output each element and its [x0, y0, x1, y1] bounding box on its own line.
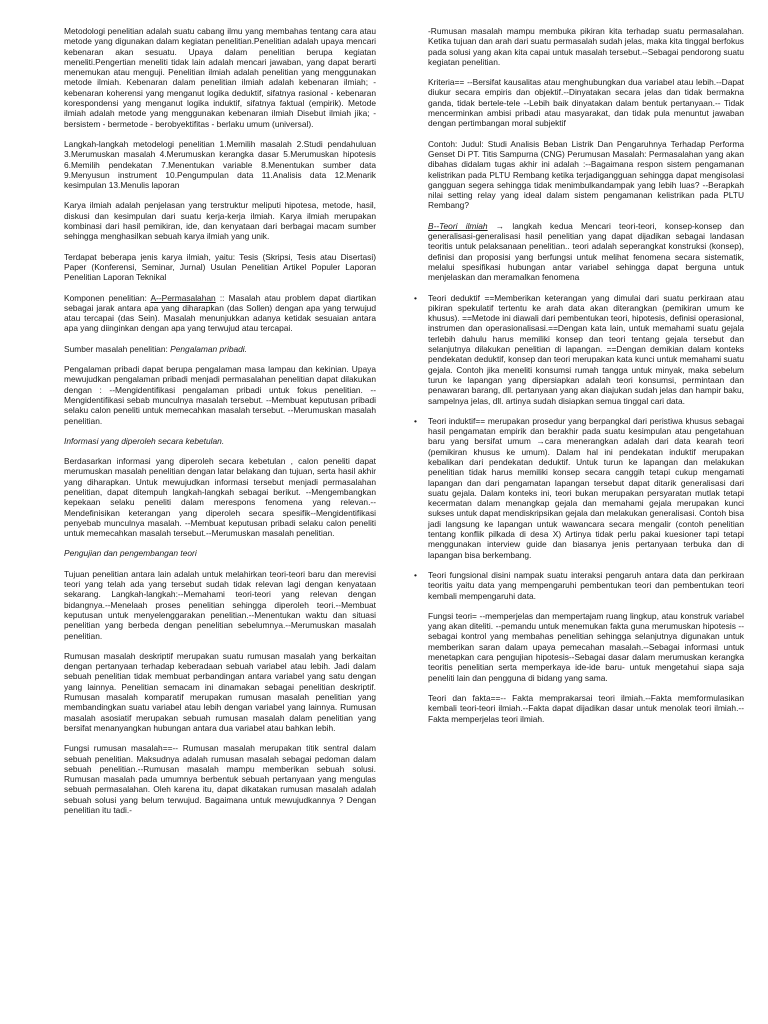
paragraph-pengalaman: Pengalaman pribadi dapat berupa pengalaman masa lampau dan kekinian. Upaya mewujudkan pengalaman pribadi menjadi permasalahan penelitian dapat dilakukan dengan : --Mengidentifikasi pengalaman pribadi untuk fokus penelitian. --Mengidentifikasi sebab munculnya masalah tersebut. --Membuat keputusan pribadi selaku calon peneliti untuk memecahkan masalah tersebut. --Merumuskan masalah penelitian. [64, 364, 376, 426]
paragraph-sumber-masalah [64, 344, 376, 354]
teori-ilmiah-heading: B--Teori ilmiah [428, 220, 488, 231]
sumber-label: Sumber masalah penelitian: [64, 343, 171, 354]
sumber-pengalaman: Pengalaman pribadi. [170, 343, 247, 354]
paragraph-kriteria: Kriteria== --Bersifat kausalitas atau menghubungkan dua variabel atau lebih.--Dapat diukur secara empiris dan objektif.--Dinyatakan secara jelas dan tidak bermakna ganda, tidak bertele-tele --Lebih baik dinyatakan dalam bentuk pertanyaan.-- Tidak mencerminkan ambisi pribadi atau masyarakat, dan tidak pula menuntut jawaban dengan pertimbangan moral subjektif [428, 77, 744, 129]
komponen-label: Komponen penelitian: [64, 292, 151, 303]
heading-pengujian: Pengujian dan pengembangan teori [64, 548, 197, 559]
heading-informasi: Informasi yang diperoleh secara kebetulan. [64, 435, 225, 446]
list-item-teori-fungsional: • Teori fungsional disini nampak suatu interaksi pengaruh antara data dan perkiraan teoritis yaitu data yang mempengaruhi pembentukan teori dan pembentukan teori kembali mempengaruhi data. [414, 569, 744, 601]
paragraph-contoh: Contoh: Judul: Studi Analisis Beban Listrik Dan Pengaruhnya Terhadap Performa Genset Di PT. Titis Sampurna (CNG) Perumusan Masalah: Permasalahan yang akan dibahas didalam tugas akhir ini adalah :--Bagaimana respon sistem pengamanan kelistrikan pada PLTU Rembang ketika terjadigangguan sehingga dapat mengisolasi gangguan segera sehingga tidak menimbulkandampak yang lebih luas? --Berapkah nilai setting relay yang ideal dalam sistem pengamanan kelistrikan pada PLTU Rembang? [428, 138, 744, 211]
left-column [64, 26, 376, 825]
bullet-icon: • [414, 569, 417, 580]
paragraph-jenis-karya: Terdapat beberapa jenis karya ilmiah, yaitu: Tesis (Skripsi, Tesis atau Disertasi) Paper (Konferensi, Seminar, Jurnal) Usulan Penelitian Artikel Populer Laporan Penelitian Laporan Teknikal [64, 251, 376, 283]
paragraph-komponen-penelitian [64, 293, 376, 334]
paragraph-fungsi-teori: Fungsi teori= --memperjelas dan mempertajam ruang lingkup, atau konstruk variabel yang akan diteliti. --pemandu untuk menemukan fakta guna merumuskan hipotesis --sebagai kontrol yang membahas penelitian sehingga selanjutnya digunakan untuk memberikan saran dalam upaya pemecahan masalah.--Sebagai informasi untuk menetapkan cara pengujian hipotesis--Sebagai dasar dalam merumuskan kerangka teoritis penelitian serta memperkaya ide-ide baru- untuk mengetahui siapa saja peneliti lain dan pengguna di bidang yang sama. [428, 610, 744, 683]
paragraph-metodologi: Metodologi penelitian adalah suatu cabang ilmu yang membahas tentang cara atau metode yang digunakan dalam kegiatan penelitian.Penelitian adalah upaya mencari kebenaran akan sesuatu. Upaya dalam penelitian berupa kegiatan meneliti.Pengertian meneliti tidak lain adalah mencari jawaban, yang dapat berarti menemukan atau menguji. Penelitian ilmiah adalah penelitian yang menggunakan metode ilmiah. Kebenaran dalam penelitian ilmiah adalah kebenaran ilmiah; - kebenaran koherensi yang menganut logika deduktif, sifatnya rasional - kebenaran korespondensi yang menganut logika induktif, sifatnya faktual (empirik). Metode ilmiah adalah metode yang menggunakan kebenaran ilmiah Disebut ilmiah jika; - bersistem - bermetode - berobyektifitas - berlaku umum (universal). [64, 26, 376, 129]
paragraph-informasi: Berdasarkan informasi yang diperoleh secara kebetulan , calon peneliti dapat merumuskan masalah penelitian dengan latar belakang dan tujuan, serta hasil akhir yang diharapkan. Untuk mewujudkan informasi tersebut menjadi permasalahan penelitian, dapat ditempuh langkah-langkah sebagai berikut. --Mengembangkan kepekaan selaku peneliti dalam merespons fenomena yang relevan.--Mendefinisikan keterangan yang diperoleh secara spesifik--Mengidentifikasi penyebab munculnya masalah. --Membuat keputusan pribadi selaku calon peneliti untuk memecahkan masalah tersebut.--Merumuskan masalah penelitian. [64, 456, 376, 539]
paragraph-rumusan-deskriptif: Rumusan masalah deskriptif merupakan suatu rumusan masalah yang berkaitan dengan pertanyaan terhadap keberadaan sebuah variabel atau lebih. Jadi dalam sebuah penelitian tidak membuat perbandingan antara variabel yang satu dengan yang lainnya. Penelitian semacam ini dinamakan sebagai penelitian deskriptif. Rumusan masalah komparatif merupakan rumusan masalah penelitian yang membandingkan suatu variabel atau lebih dengan variabel yang lainnya. Rumusan masalah asosiatif merupakan sebuah rumusan masalah dalam penelitian yang bersifat menanyangkan hubungan antara dua variabel atau bahkan lebih. [64, 650, 376, 733]
komponen-text: :: Masalah atau problem dapat diartikan sebagai jarak antara apa yang diharapkan (das Sollen) dengan apa yang terwujud atau tercapai (das Sein). Masalah menunjukkan adanya ketidak sesuaian antara apa yang diinginkan dengan apa yang terwujud atau tercapai. [64, 292, 376, 334]
list-item-teori-induktif: • Teori induktif== merupakan prosedur yang berpangkal dari peristiwa khusus sebagai hasil pengamatan empirik dan berakhir pada suatu kesimpulan atau pengetahuan baru yang bersifat umum →cara menerangkan adalah dari data kearah teori (pemikiran khusus ke umum). Dalam hal ini pendekatan induktif merupakan kebalikan dari pendekatan deduktif. Untuk turun ke lapangan dan melakukan penelitian tidak harus memiliki konsep secara canggih tetapi cukup mengamati lapangan dan dari pengamatan lapangan tersebut dapat ditarik generalisasi dari suatu gejala. Dalam konteks ini, teori bukan merupakan persyaratan mutlak tetapi kecermatan dalam menangkap gejala dan memahami gejala merupakan kunci sukses untuk dapat mendiskripsikan gejala dan melakukan generalisasi. Contoh bisa jadi langsung ke lapangan untuk wawancara secara mengalir (contoh penelitian tentang konflik pilkada di desa X) Artinya tidak perlu pakai kuesioner tapi tetapi menggunakan interview guide dan biasanya jenis pertanyaan terbuka dan di lapangan bisa berkembang. [414, 415, 744, 560]
paragraph-rumusan-cont: -Rumusan masalah mampu membuka pikiran kita terhadap suatu permasalahan. Ketika tujuan dan arah dari suatu permasalah sudah jelas, maka kita tinggal berfokus pada solusi yang akan kita capai untuk masalah tersebut.--Sebagai pendorong suatu kegiatan penelitian. [428, 26, 744, 67]
paragraph-tujuan: Tujuan penelitian antara lain adalah untuk melahirkan teori-teori baru dan merevisi teori yang telah ada yang tersebut sudah tidak relevan lagi dengan kenyataan sekarang. Langkah-langkah:--Memahami teori-teori yang relevan dengan bidangnya.--Menelaah proses penelitian sehingga diperoleh teori.--Membuat keputusan untuk menyelenggarakan penelitian.--Menentukan waktu dan situasi penelitian yang berbeda dengan penelitian sebelumnya.--Merumuskan masalah penelitian. [64, 568, 376, 641]
paragraph-teori-ilmiah [428, 221, 744, 283]
paragraph-fungsi-rumusan: Fungsi rumusan masalah==-- Rumusan masalah merupakan titik sentral dalam sebuah penelitian. Maksudnya adalah rumusan masalah sebagai pedoman dalam sebuah penelitian.--Rumusan masalah mampu memberikan sebuah solusi. Rumusan masalah pada umumnya berbentuk sebuah pertanyaan yang mengulas sebuah permasalahan. Oleh karena itu, dapat dikatakan rumusan masalah adalah sebuah solusi yang belum terwujud. Bagaimana untuk mewujudkannya ? Dengan penelitian itu tadi.- [64, 743, 376, 815]
paragraph-langkah-langkah: Langkah-langkah metodelogi penelitian 1.Memilih masalah 2.Studi pendahuluan 3.Merumuskan masalah 4.Merumuskan kerangka dasar 5.Merumuskan hipotesis 6.Memilih pendekatan 7.Menentukan variable 8.Menentukan sumber data 9.Menyusun instrument 10.Pengumpulan data 11.Analisis data 12.Menarik kesimpulan 13.Menulis laporan [64, 138, 376, 191]
paragraph-teori-fakta: Teori dan fakta==-- Fakta memprakarsai teori ilmiah.--Fakta memformulasikan kembali teori-teori ilmiah.--Fakta dapat dijadikan dasar untuk menolak teori ilmiah.--Fakta memperjelas teori ilmiah. [428, 692, 744, 724]
list-item-teori-deduktif: • Teori deduktif ==Memberikan keterangan yang dimulai dari suatu perkiraan atau pikiran spekulatif tertentu ke arah data akan diterangkan (pemikiran umum ke khusus). ==Metode ini diawali dari pembentukan teori, hipotesis, definisi operasional, instrumen dan operasionalisasi.==Dengan kata lain, untuk memahami suatu gejala terlebih dahulu harus memiliki konsep dan teori tentang gejala tersebut dan selanjutnya dilakukan penelitian di lapangan. ==Dengan demikian dalam konteks pendekatan deduktif, konsep dan teori merupakan kata kunci untuk memahami suatu gejala. Contoh jika meneliti konsumsi rumah tangga untuk minyak, maka sebelum turun ke lapangan yang dipersiapkan adalah teori konsumsi, permintaan dan penawaran barang, dll. pertanyaan yang akan diajukan sudah jelas dan hampir baku, sampelnya jelas, dll. artinya sudah disiapkan semua tinggal cari data. [414, 292, 744, 406]
paragraph-karya-ilmiah: Karya ilmiah adalah penjelasan yang terstruktur meliputi hipotesa, metode, hasil, diskusi dan kesimpulan dari suatu kerja-kerja ilmiah. Karya ilmiah merupakan kombinasi dari hasil pemikiran, ide, dan kenyataan dari berbagai macam sumber sehingga menghasilkan sebuah karya ilmiah yang unik. [64, 200, 376, 242]
permasalahan-heading: A--Permasalahan [150, 292, 216, 303]
bullet-icon: • [414, 292, 417, 303]
teori-ilmiah-text: → langkah kedua Mencari teori-teori, konsep-konsep dan generalisasi-generalisasi hasil penelitian yang dapat dijadikan sebagai landasan teoritis untuk pelaksanaan penelitian.. teori adalah seperangkat konstruksi (konsep), definisi dan proposisi yang berfungsi untuk melihat fenomena secara sistematik, melalui spesifikasi hubungan antar variabel sehingga dapat berguna untuk menjelaskan dan meramalkan fenomena [428, 220, 744, 283]
bullet-icon: • [414, 415, 417, 426]
right-column [414, 26, 744, 734]
teori-list [414, 292, 744, 601]
